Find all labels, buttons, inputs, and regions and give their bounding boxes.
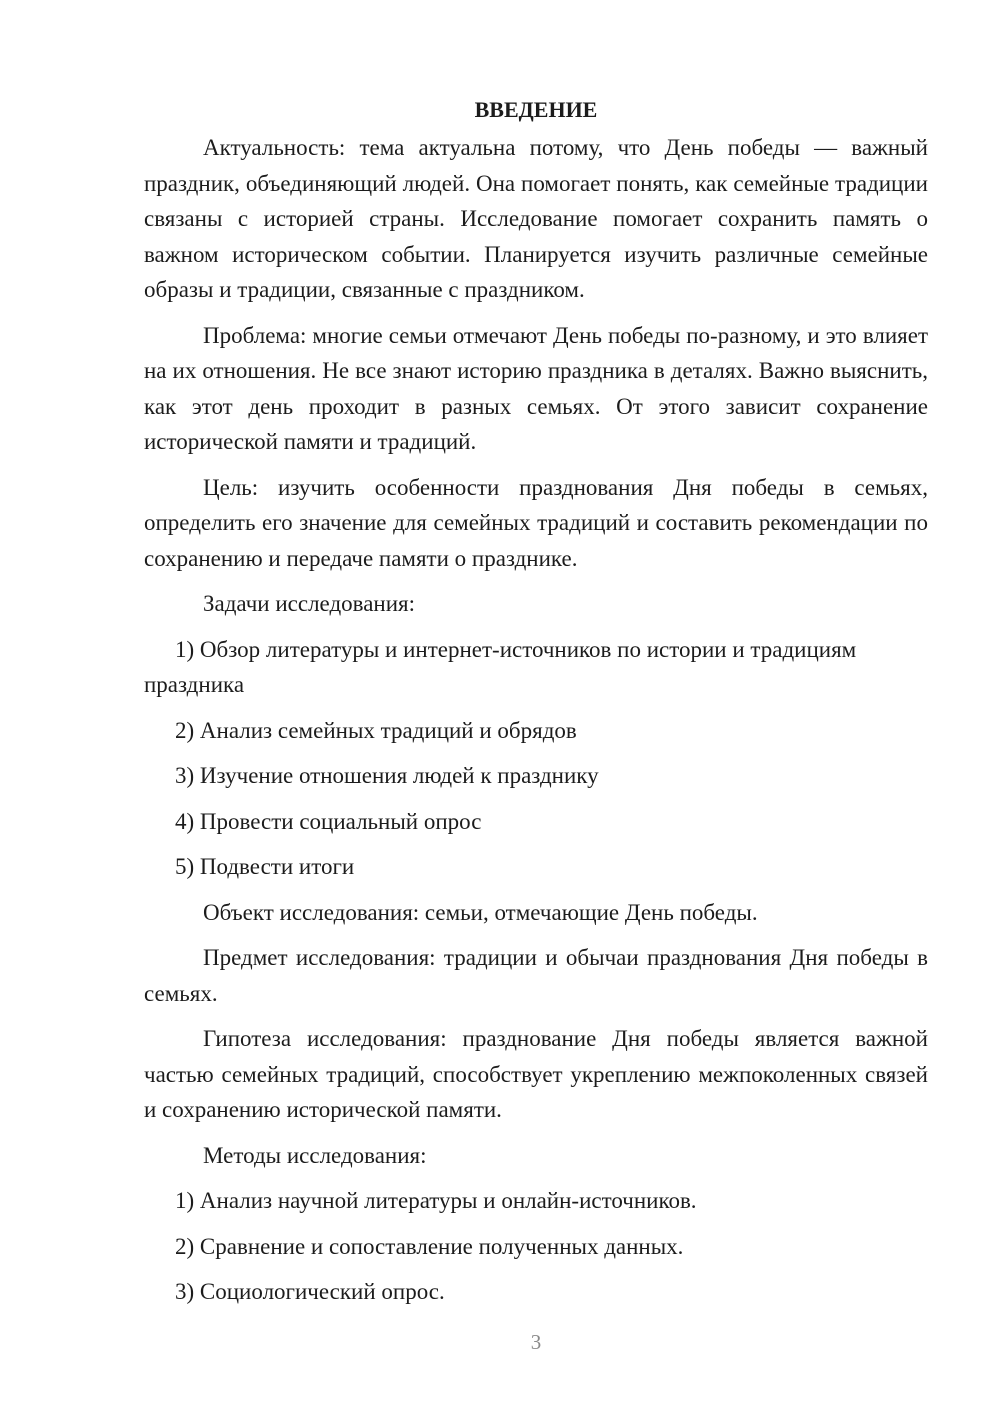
methods-title: Методы исследования: [203,1142,427,1168]
method-item: 2) Сравнение и сопоставление полученных данных. [175,1233,684,1259]
subject-paragraph: Предмет исследования: традиции и обычаи празднования Дня победы в семьях. [144,945,928,1006]
task-item: 5) Подвести итоги [175,854,355,879]
section-heading: ВВЕДЕНИЕ [474,97,598,122]
task-item: 4) Провести социальный опрос [175,808,482,834]
tasks-title: Задачи исследования: [203,591,416,616]
object-paragraph: Объект исследования: семьи, отмечающие День победы. [203,899,758,925]
page-number: 3 [530,1330,542,1354]
problem-paragraph: Проблема: многие семьи отмечают День победы по-разному, и это влияет на их отношения. Не все знают историю праздника в деталях. Важно выяснить, как этот день проходит в разных семьях. От этого зависит сохранение исторической памяти и традиций. [144,322,928,454]
task-item: 2) Анализ семейных традиций и обрядов [175,717,577,743]
task-item: 3) Изучение отношения людей к празднику [175,763,599,788]
task-item: 1) Обзор литературы и интернет-источников по истории и традициям праздника [144,636,857,697]
method-item: 1) Анализ научной литературы и онлайн-источников. [175,1188,697,1213]
relevance-paragraph: Актуальность: тема актуальна потому, что День победы — важный праздник, объединяющий людей. Она помогает понять, как семейные традиции связаны с историей страны. Исследование помогает сохранить память о важном историческом событии. Планируется изучить различные семейные образы и традиции, связанные с праздником. [144,135,928,302]
hypothesis-paragraph: Гипотеза исследования: празднование Дня победы является важной частью семейных традиций, способствует укреплению межпоколенных связей и сохранению исторической памяти. [144,1026,928,1122]
method-item: 3) Социологический опрос. [175,1279,445,1304]
goal-paragraph: Цель: изучить особенности празднования Дня победы в семьях, определить его значение для семейных традиций и составить рекомендации по сохранению и передаче памяти о празднике. [144,474,928,571]
document-page [144,92,928,1320]
